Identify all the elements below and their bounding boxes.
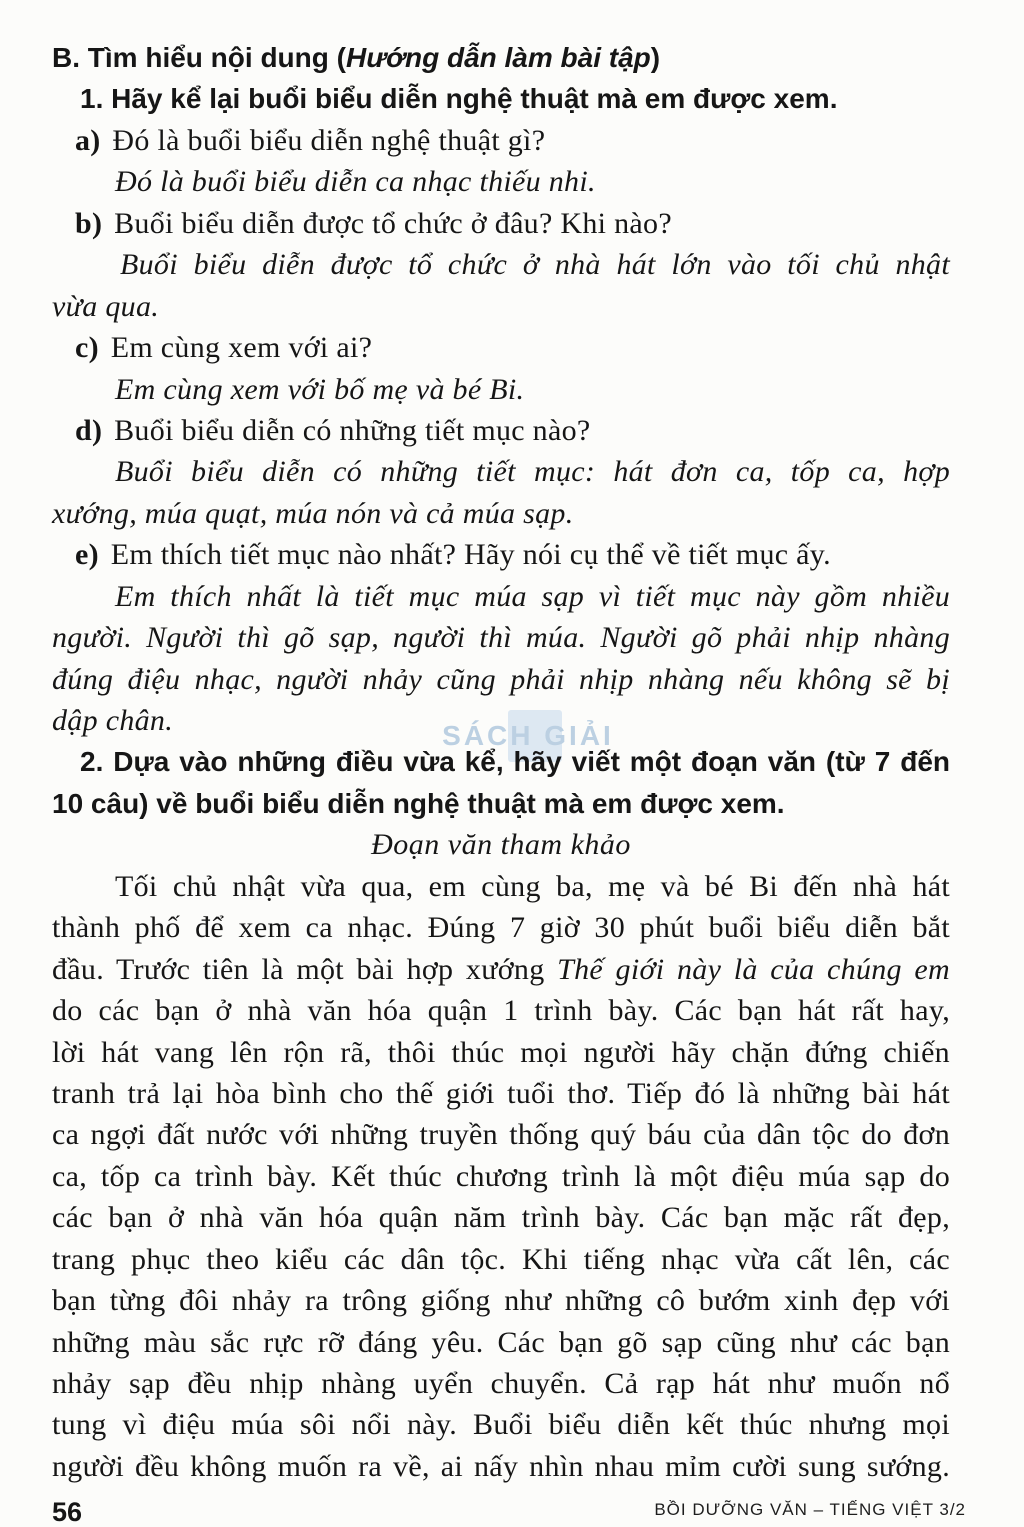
question-a (52, 120, 950, 161)
question-d-text: Buổi biểu diễn có những tiết mục nào? (114, 413, 591, 447)
sample-line-1: Tối chủ nhật vừa qua, em cùng ba, mẹ và bé Bi đến nhà hát (115, 869, 950, 903)
question-c-text: Em cùng xem với ai? (110, 331, 373, 365)
answer-c-line-1: Em cùng xem với bố mẹ và bé Bi. (115, 372, 525, 406)
sample-line-3-text: đầu. Trước tiên là một bài hợp xướng (52, 952, 558, 986)
answer-d-line-2: xướng, múa quạt, múa nón và cả múa sạp. (52, 496, 574, 530)
question-b-label: b) (75, 206, 103, 240)
sample-line-14: tung vì điệu múa sôi nổi này. Buổi biểu diễn kết thúc nhưng mọi (52, 1408, 950, 1442)
question-c (52, 327, 950, 368)
task2-title-line-2: 10 câu) về buổi biểu diễn nghệ thuật mà em được xem. (52, 787, 785, 819)
answer-e-line-3: đúng điệu nhạc, người nhảy cũng phải nhịp nhàng nếu không sẽ bị (52, 662, 950, 696)
sample-line-2: thành phố để xem ca nhạc. Đúng 7 giờ 30 phút buổi biểu diễn bắt (52, 911, 950, 945)
question-b-text: Buổi biểu diễn được tổ chức ở đâu? Khi nào? (114, 206, 672, 240)
section-heading-suffix: ) (650, 42, 661, 73)
sample-line-10: trang phục theo kiểu các dân tộc. Khi tiếng nhạc vừa cất lên, các (52, 1242, 950, 1276)
answer-e-line-2: người. Người thì gõ sạp, người thì múa. Người gõ phải nhịp nhàng (52, 621, 950, 655)
sample-line-6: tranh trả lại hòa bình cho thế giới tuổi thơ. Tiếp đó là những bài hát (52, 1076, 950, 1110)
question-a-text: Đó là buổi biểu diễn nghệ thuật gì? (112, 123, 546, 157)
question-d (52, 410, 950, 451)
sample-heading: Đoạn văn tham khảo (371, 828, 631, 862)
sample-line-13: nhảy sạp đều nhịp nhàng uyển chuyển. Cả rạp hát như muốn nổ (52, 1367, 950, 1400)
question-a-label: a) (75, 123, 101, 157)
task2-title-line-1: 2. Dựa vào những điều vừa kể, hãy viết một đoạn văn (từ 7 đến (80, 746, 950, 778)
answer-b-line-1: Buổi biểu diễn được tổ chức ở nhà hát lớn vào tối chủ nhật (120, 248, 950, 282)
question-c-label: c) (75, 331, 99, 365)
section-heading (52, 37, 950, 78)
sample-line-7: ca ngợi đất nước với những truyền thống quý báu của dân tộc do đơn (52, 1118, 950, 1152)
song-title: Thế giới này là của chúng em (557, 952, 950, 986)
sample-line-9: các bạn ở nhà văn hóa quận năm trình bày. Các bạn mặc rất đẹp, (52, 1201, 950, 1235)
task1-title: 1. Hãy kể lại buổi biểu diễn nghệ thuật mà em được xem. (80, 83, 838, 115)
answer-e-line-1: Em thích nhất là tiết mục múa sạp vì tiết mục này gồm nhiều (115, 579, 950, 613)
question-b (52, 203, 950, 244)
sample-line-12: những màu sắc rực rỡ đáng yêu. Các bạn gõ sạp cũng như các bạn (52, 1325, 950, 1359)
question-e (52, 534, 950, 575)
question-e-text: Em thích tiết mục nào nhất? Hãy nói cụ thể về tiết mục ấy. (110, 538, 831, 572)
sample-line-11: bạn từng đôi nhảy ra trông giống như những cô bướm xinh đẹp với (52, 1284, 950, 1318)
sample-line-15: người đều không muốn ra về, ai nấy nhìn nhau mỉm cười sung sướng. (52, 1449, 950, 1483)
sample-line-4: do các bạn ở nhà văn hóa quận 1 trình bày. Các bạn hát rất hay, (52, 994, 950, 1028)
answer-e-line-4: dập chân. (52, 704, 174, 737)
answer-b-line-2: vừa qua. (52, 289, 160, 323)
watermark-text: SÁCH GIẢI (442, 720, 614, 751)
sample-line-8: ca, tốp ca trình bày. Kết thúc chương trình là một điệu múa sạp do (52, 1159, 950, 1193)
answer-a-line-1: Đó là buổi biểu diễn ca nhạc thiếu nhi. (115, 165, 596, 199)
answer-d-line-1: Buổi biểu diễn có những tiết mục: hát đơn ca, tốp ca, hợp (115, 455, 950, 489)
book-title: BỒI DƯỠNG VĂN – TIẾNG VIỆT 3/2 (654, 1500, 966, 1519)
section-heading-prefix: B. Tìm hiểu nội dung ( (52, 42, 346, 73)
section-heading-note: Hướng dẫn làm bài tập (345, 42, 651, 73)
page-content (52, 37, 950, 1487)
page-number: 56 (52, 1497, 83, 1527)
question-e-label: e) (75, 538, 99, 572)
sample-line-3 (52, 949, 950, 990)
question-d-label: d) (75, 413, 103, 447)
sample-line-5: lời hát vang lên rộn rã, thôi thúc mọi người hãy chặn đứng chiến (52, 1035, 950, 1069)
